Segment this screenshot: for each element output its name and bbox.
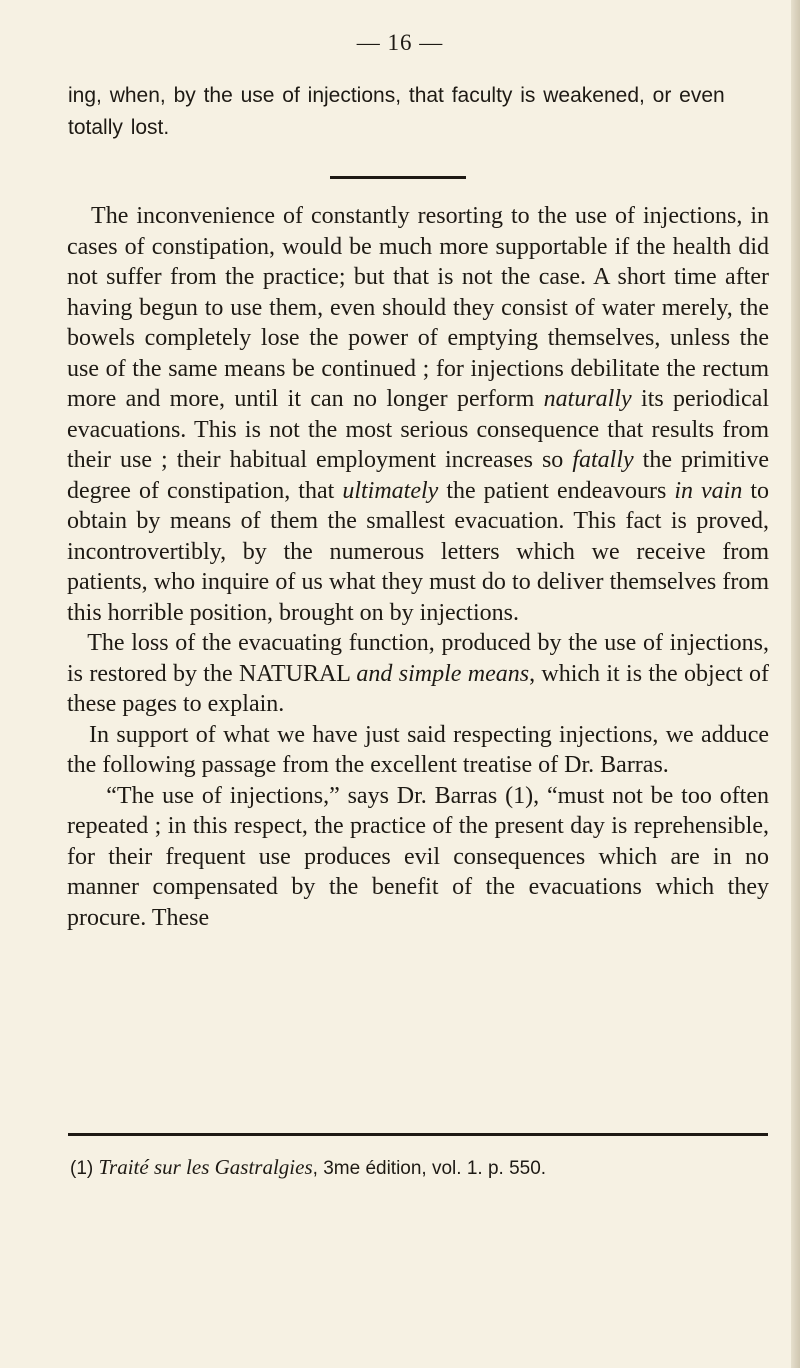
emphasis-in-vain: in vain: [674, 477, 743, 504]
paragraph-2: [67, 628, 769, 720]
paragraph-2-part-b: , which it is the object of these pages to explain.: [67, 660, 770, 717]
page-edge: [791, 0, 800, 1368]
footnote-divider: [68, 1133, 768, 1136]
emphasis-simple-means: and simple means: [356, 660, 530, 687]
paragraph-3-text: In support of what we have just said respecting injections, we adduce the following passage from the excellent treatise of Dr. Barras.: [67, 721, 769, 778]
page-number: — 16 —: [356, 30, 444, 55]
body-text: [67, 201, 769, 933]
footnote-title: Traité sur les Gastralgies: [98, 1155, 313, 1179]
paragraph-1-part-c: the primitive degree of constipation, that: [67, 447, 769, 504]
footnote-marker: (1): [70, 1158, 94, 1179]
paragraph-4: [67, 781, 769, 934]
paragraph-1-part-e: to obtain by means of them the smallest evacuation. This fact is proved, incontrovertibly, by the numerous letters which we receive from patients, who inquire of us what they must do to deliver themselves from this horrible position, brought on by injections.: [67, 477, 770, 626]
intro-text: ing, when, by the use of injections, that faculty is weakened, or even totally lost.: [68, 84, 725, 139]
emphasis-ultimately: ultimately: [342, 477, 439, 504]
footnote-details: , 3me édition, vol. 1. p. 550.: [312, 1158, 547, 1179]
emphasis-naturally: naturally: [543, 386, 632, 412]
paragraph-1-part-b: its periodical evacuations. This is not the most serious consequence that results from their use ; their habitual employment increases so: [67, 386, 769, 473]
paragraph-1: [67, 201, 769, 628]
paragraph-2-part-a: The loss of the evacuating function, produced by the use of injections, is restored by the NATURAL: [67, 630, 769, 687]
footnote: [70, 1154, 770, 1182]
paragraph-3: [67, 720, 769, 781]
paragraph-4-text: “The use of injections,” says Dr. Barras (1), “must not be too often repeated ; in this respect, the practice of the present day is reprehensible, for their frequent use produces evil consequences which are in no manner compensated by the benefit of the evacuations which they procure. These: [67, 782, 770, 931]
paragraph-1-part-d: the patient endeavours: [438, 477, 675, 504]
section-divider: [330, 176, 466, 179]
paragraph-1-part-a: The inconvenience of constantly resorting to the use of injections, in cases of constipation, would be much more supportable if the health did not suffer from the practice; but that is not the case. A short time after having begun to use them, even should they consist of water merely, the bowels completely lose the power of emptying themselves, unless the use of the same means be continued ; for injections debilitate the rectum more and more, until it can no longer perform: [67, 203, 769, 412]
emphasis-fatally: fatally: [572, 447, 634, 473]
